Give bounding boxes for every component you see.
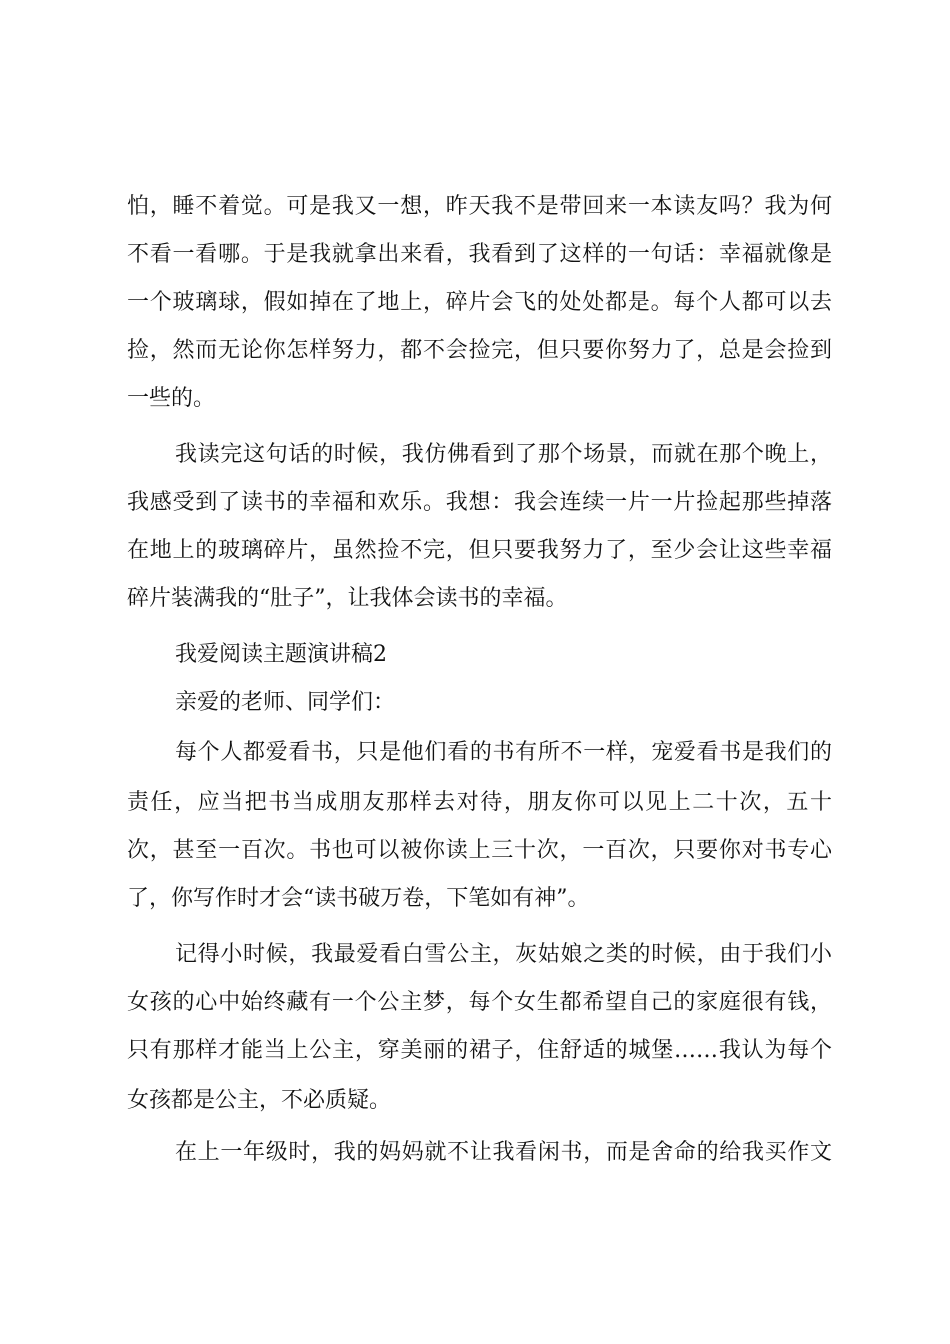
text-line: 次，甚至一百次。书也可以被你读上三十次，一百次，只要你对书专心: [127, 838, 832, 863]
text-line: 捡，然而无论你怎样努力，都不会捡完，但只要你努力了，总是会捡到: [127, 338, 832, 363]
text-line: 女孩都是公主，不必质疑。: [127, 1088, 392, 1113]
text-line: 了，你写作时才会“读书破万卷，下笔如有神”。: [127, 886, 590, 911]
text-line: 女孩的心中始终藏有一个公主梦，每个女生都希望自己的家庭很有钱，: [127, 990, 832, 1015]
paragraph-first-line: 我读完这句话的时候，我仿佛看到了那个场景，而就在那个晚上，: [175, 442, 832, 467]
salutation: 亲爱的老师、同学们：: [175, 690, 396, 715]
text-line: 在地上的玻璃碎片，虽然捡不完，但只要我努力了，至少会让这些幸福: [127, 538, 832, 563]
text-line: 我感受到了读书的幸福和欢乐。我想：我会连续一片一片捡起那些掉落: [127, 490, 832, 515]
text-line: 不看一看哪。于是我就拿出来看，我看到了这样的一句话：幸福就像是: [127, 242, 832, 267]
text-line: 只有那样才能当上公主，穿美丽的裙子，住舒适的城堡……我认为每个: [127, 1038, 832, 1063]
paragraph-first-line: 每个人都爱看书，只是他们看的书有所不一样，宠爱看书是我们的: [175, 740, 832, 765]
text-line: 一个玻璃球，假如掉在了地上，碎片会飞的处处都是。每个人都可以去: [127, 290, 832, 315]
paragraph-first-line: 在上一年级时，我的妈妈就不让我看闲书，而是舍命的给我买作文: [175, 1140, 832, 1165]
text-line: 责任，应当把书当成朋友那样去对待，朋友你可以见上二十次，五十: [127, 790, 832, 815]
section-heading: 我爱阅读主题演讲稿2: [175, 642, 387, 667]
text-line: 碎片装满我的“肚子”，让我体会读书的幸福。: [127, 586, 568, 611]
text-line: 一些的。: [127, 386, 216, 411]
text-line: 怕，睡不着觉。可是我又一想，昨天我不是带回来一本读友吗？我为何: [127, 194, 832, 219]
paragraph-first-line: 记得小时候，我最爱看白雪公主，灰姑娘之类的时候，由于我们小: [175, 942, 832, 967]
